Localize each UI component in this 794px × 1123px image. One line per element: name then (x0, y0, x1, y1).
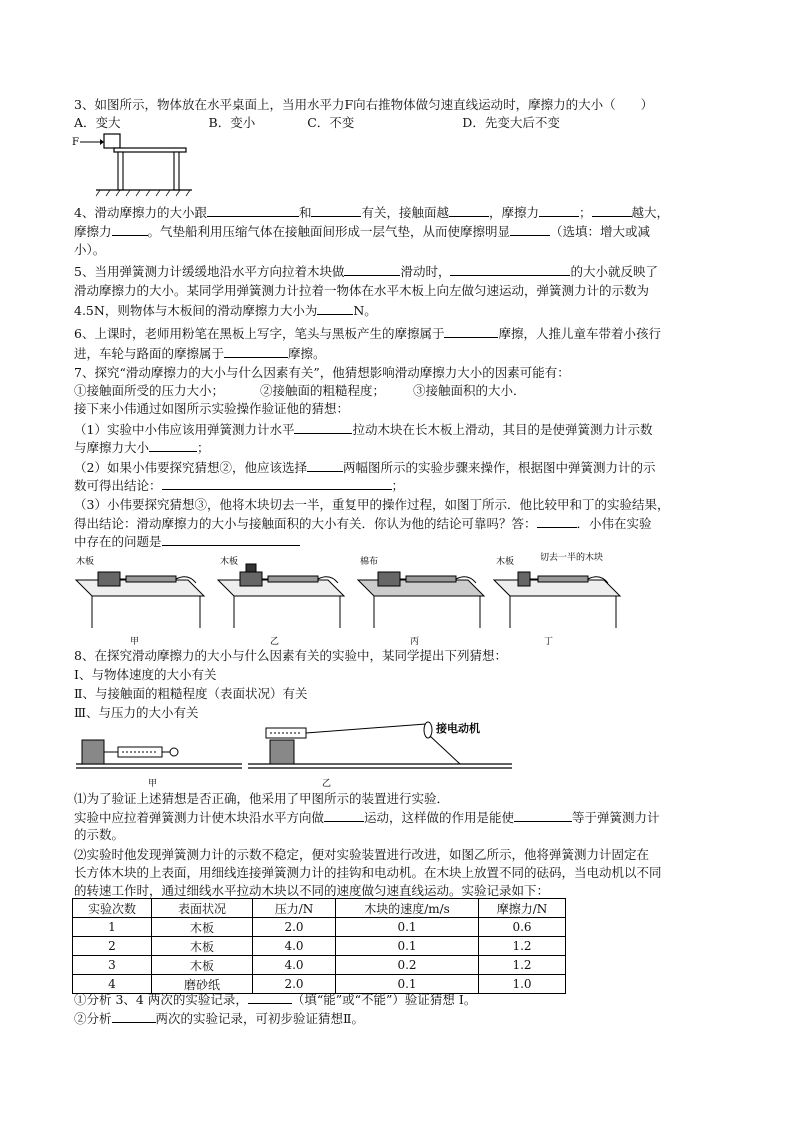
q8-figure (70, 718, 520, 790)
caption-jia: 甲 (148, 779, 158, 789)
q3-option-d[interactable]: D．先变大后不变 (462, 115, 560, 130)
blank[interactable] (450, 262, 570, 276)
q5-line2: 滑动摩擦力的大小。某同学用弹簧测力计拉着一物体在水平木板上向左做匀速运动，弹簧测力计的示数为 (74, 283, 650, 298)
q8-guess3: Ⅲ、与压力的大小有关 (74, 705, 199, 720)
blank[interactable] (514, 808, 572, 822)
blank[interactable] (592, 203, 632, 217)
q7-p3-line1: （3）小伟要探究猜想③，他将木块切去一半，重复甲的操作过程，如图丁所示．他比较甲和丁的实验结果， (74, 497, 670, 512)
desk-leg (174, 152, 179, 190)
caption-bing: 丙 (410, 637, 420, 647)
col-header: 木块的速度/m/s (336, 899, 479, 918)
panel-bing (358, 555, 484, 647)
blank[interactable] (344, 262, 400, 276)
q8-s2: 实验中应拉着弹簧测力计使木块沿水平方向做 运动，这样做的作用是能使 等于弹簧测力计 (74, 810, 660, 825)
cloth-label: 棉布 (360, 557, 379, 567)
col-header: 摩擦力/N (479, 899, 566, 918)
blank[interactable] (112, 222, 148, 236)
q8-s1: ⑴为了验证上述猜想是否正确，他采用了甲图所示的装置进行实验． (74, 791, 450, 806)
q7-line3: 接下来小伟通过如图所示实验操作验证他的猜想： (74, 401, 350, 416)
board-label: 木板 (76, 557, 95, 567)
blank[interactable] (112, 1009, 156, 1023)
desk-leg (118, 152, 123, 190)
blank[interactable] (537, 514, 577, 528)
table-header-row (73, 899, 566, 918)
half-block-label: 切去一半的木块 (540, 553, 604, 563)
q5-line1: 5、当用弹簧测力计缓缓地沿水平方向拉着木块做 滑动时， 的大小就反映了 (74, 264, 658, 279)
q3-option-c[interactable]: C．不变 (307, 115, 355, 130)
q3-force-label: F (72, 137, 79, 148)
blank[interactable] (510, 222, 550, 236)
panel-yi (218, 555, 344, 647)
q7-p3-line2: 得出结论：滑动摩擦力的大小与接触面积的大小有关．你认为他的结论可靠吗？答： ．小伟在实验 (74, 516, 652, 531)
blank[interactable] (449, 203, 489, 217)
blank[interactable] (207, 203, 299, 217)
blank[interactable] (294, 420, 352, 434)
board-label: 木板 (496, 557, 515, 567)
q5-line3: 4.5N，则物体与木板间的滑动摩擦力大小为 N。 (74, 303, 377, 318)
q7-p2-line2: 数可得出结论： ； (74, 478, 405, 493)
blank[interactable] (444, 324, 498, 338)
blank[interactable] (311, 203, 361, 217)
q3-option-a[interactable]: A．变大 (74, 115, 121, 130)
q4-line3: 小）。 (74, 242, 106, 257)
panel-jia (76, 555, 204, 647)
q6-line1: 6、上课时，老师用粉笔在黑板上写字，笔头与黑板产生的摩擦属于 摩擦，人推儿童车带着小孩行 (74, 326, 661, 341)
motor-pulley-icon (424, 722, 432, 738)
blank[interactable] (224, 344, 288, 358)
q8-analysis2: ②分析 两次的实验记录，可初步验证猜想Ⅱ。 (74, 1011, 365, 1026)
q8-s3: 的示数。 (74, 827, 125, 842)
q4-line1: 4、滑动摩擦力的大小跟 和 有关，接触面越 ，摩擦力 ； 越大， (74, 205, 670, 220)
q3-stem: 3、如图所示，物体放在水平桌面上，当用水平力F向右推物体做匀速直线运动时，摩擦力的大小（ ） (74, 97, 654, 112)
blank[interactable] (307, 458, 343, 472)
q7-line1: 7、探究“滑动摩擦力的大小与什么因素有关”，他猜想影响滑动摩擦力大小的因素可能有： (74, 365, 570, 380)
motor-label: 接电动机 (436, 722, 480, 735)
blank[interactable] (324, 808, 364, 822)
q8-s5: 长方体木块的上表面，用细线连接弹簧测力计的挂钩和电动机。在木块上放置不同的砝码，当电动机以不同 (74, 865, 662, 880)
q4-line2: 摩擦力 。气垫船利用压缩气体在接触面间形成一层气垫，从而使摩擦明显 （选填：增大或减 (74, 224, 651, 239)
q8-guess1: Ⅰ、与物体速度的大小有关 (74, 667, 217, 682)
figure-jia (76, 740, 242, 789)
figure-yi (248, 721, 512, 789)
q7-p3-line3: 中存在的问题是 (74, 532, 300, 551)
blank[interactable] (539, 203, 579, 217)
col-header: 实验次数 (73, 899, 152, 918)
blank[interactable] (149, 438, 197, 452)
blank[interactable] (162, 476, 392, 490)
q8-line1: 8、在探究滑动摩擦力的大小与什么因素有关的实验中，某同学提出下列猜想： (74, 648, 507, 663)
col-header: 压力/N (253, 899, 336, 918)
object-block (104, 134, 120, 148)
q8-guess2: Ⅱ、与接触面的粗糙程度（表面状况）有关 (74, 686, 308, 701)
q7-p2-line1: （2）如果小伟要探究猜想②，他应该选择 两幅图所示的实验步骤来操作，根据图中弹簧测力计的示 (74, 460, 656, 475)
q8-s4: ⑵实验时他发现弹簧测力计的示数不稳定，便对实验装置进行改进，如图乙所示，他将弹簧测力计固定在 (74, 847, 650, 862)
q7-factors: ①接触面所受的压力大小； ②接触面的粗糙程度； ③接触面积的大小． (74, 383, 526, 398)
q7-figure (70, 550, 650, 650)
q3-figure-table (70, 132, 200, 198)
blank[interactable] (162, 532, 300, 546)
q3-options (74, 114, 560, 132)
table-row: 2 木板 4.0 0.1 1.2 (73, 937, 566, 956)
col-header: 表面状况 (152, 899, 253, 918)
q7-p1-line1: （1）实验中小伟应该用弹簧测力计水平 拉动木块在长木板上滑动，其目的是使弹簧测力计示数 (74, 422, 653, 437)
q7-p1-line2: 与摩擦力大小 ； (74, 440, 210, 455)
panel-ding (494, 551, 620, 647)
blank[interactable] (248, 990, 292, 1004)
q8-analysis1: ①分析 3、4 两次的实验记录， （填“能”或“不能”）验证猜想 I。 (74, 992, 477, 1007)
q8-s6: 的转速工作时，通过细线水平拉动木块以不同的速度做匀速直线运动。实验记录如下： (74, 883, 550, 898)
q3-option-b[interactable]: B．变小 (208, 115, 256, 130)
table-row: 1 木板 2.0 0.1 0.6 (73, 918, 566, 937)
q6-line2: 进，车轮与路面的摩擦属于 摩擦。 (74, 346, 326, 361)
caption-ding: 丁 (544, 637, 554, 647)
board-label: 木板 (220, 557, 239, 567)
blank[interactable] (317, 301, 353, 315)
table-row: 3 木板 4.0 0.2 1.2 (73, 956, 566, 975)
caption-yi: 乙 (270, 637, 280, 647)
table-row: 4 磨砂纸 2.0 0.1 1.0 (73, 975, 566, 994)
experiment-record-table (72, 898, 566, 994)
desk-top (114, 148, 186, 152)
caption-yi: 乙 (322, 779, 332, 789)
caption-jia: 甲 (130, 637, 140, 647)
weight-icon (246, 564, 256, 572)
